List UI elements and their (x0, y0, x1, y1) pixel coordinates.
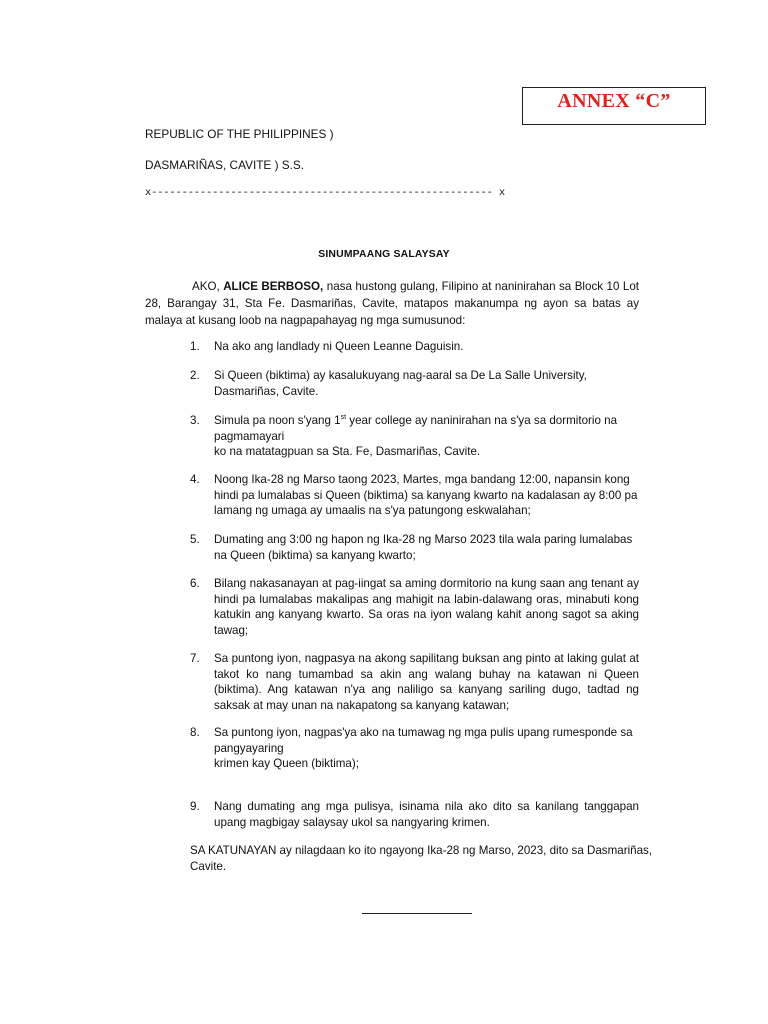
item-text: Nang dumating ang mga pulisya, isinama nila ako dito sa kanilang tanggapan upang magbigay salaysay ukol sa nangyaring krimen. (214, 800, 639, 829)
item-text-start: Sa puntong iyon, nagpas'ya ako na tumawag ng mga pulis upang rumesponde sa pangyayaring (214, 726, 633, 755)
item-number: 8. (190, 726, 200, 739)
item-number: 3. (190, 414, 200, 427)
signature-line (362, 913, 472, 914)
item-text (214, 413, 639, 460)
item-text: Si Queen (biktima) ay kasalukuyang nag-aaral sa De La Salle University, Dasmariñas, Cavite. (214, 369, 587, 398)
item-text (214, 725, 639, 772)
intro-body: nasa hustong gulang, Filipino at naninirahan sa Block 10 Lot 28, Barangay 31, Sta Fe. Dasmariñas, Cavite, matapos makanumpa ng ayon sa batas ay malaya at kusang loob na nagpapahayag ng mga sumusunod: (145, 280, 640, 327)
item-text: Noong Ika-28 ng Marso taong 2023, Martes, mga bandang 12:00, napansin kong hindi pa lumalabas si Queen (biktima) sa kanyang kwarto na kadalasan ay 8:00 pa lamang ng umaga ay umaalis na s'ya patungong eskwalahan; (214, 473, 638, 517)
intro-prefix: AKO, (192, 280, 224, 293)
item-number: 6. (190, 577, 200, 590)
attestation-paragraph: SA KATUNAYAN ay nilagdaan ko ito ngayong Ika-28 ng Marso, 2023, dito sa Dasmariñas, Cavite. (190, 844, 653, 873)
item-text: Sa puntong iyon, nagpasya na akong sapilitang buksan ang pinto at laking gulat at takot ko nang tumambad sa akin ang walang buhay na katawan ni Queen (biktima). Ang katawan n'ya ang naliligo sa kanyang sariling dugo, tadtad ng saksak at may unan na nakapatong sa kanyang katawan; (214, 652, 639, 712)
item-text-continued: krimen kay Queen (biktima); (214, 757, 359, 770)
caption-republic: REPUBLIC OF THE PHILIPPINES ) (145, 127, 334, 141)
item-number: 5. (190, 533, 200, 546)
item-text: Bilang nakasanayan at pag-iingat sa aming dormitorio na kung saan ang tenant ay hindi pa lumalabas makalipas ang mahigit na labin-dalawang oras, minabuti kong katukin ang kanyang kwarto. Sa oras na iyon walang kahit anong sagot sa aking tawag; (214, 577, 639, 637)
item-number: 7. (190, 652, 200, 665)
item-text: Dumating ang 3:00 ng hapon ng Ika-28 ng Marso 2023 tila wala paring lumalabas na Queen (biktima) sa kanyang kwarto; (214, 533, 633, 562)
caption-venue: DASMARIÑAS, CAVITE ) S.S. (145, 158, 305, 172)
item-text-continued: ko na matatagpuan sa Sta. Fe, Dasmariñas, Cavite. (214, 445, 481, 458)
item-number: 4. (190, 473, 200, 486)
item-number: 1. (190, 340, 200, 353)
intro-paragraph (145, 278, 639, 329)
annex-label: ANNEX “C” (557, 90, 671, 112)
item-number: 2. (190, 369, 200, 382)
affiant-name: ALICE BERBOSO, (223, 280, 324, 293)
item-text: Na ako ang landlady ni Queen Leanne Daguisin. (214, 340, 464, 353)
caption-separator: x-------------------------------------------------------- x (145, 187, 505, 199)
document-title: SINUMPAANG SALAYSAY (318, 249, 450, 260)
ordinal-suffix: st (340, 414, 347, 421)
annex-label-box (522, 87, 706, 125)
item-number: 9. (190, 800, 200, 813)
item-text-start: Simula pa noon s'yang 1 (214, 414, 341, 427)
item-text-end: year college ay naninirahan na s'ya sa dormitorio na pagmamayari (214, 414, 618, 443)
